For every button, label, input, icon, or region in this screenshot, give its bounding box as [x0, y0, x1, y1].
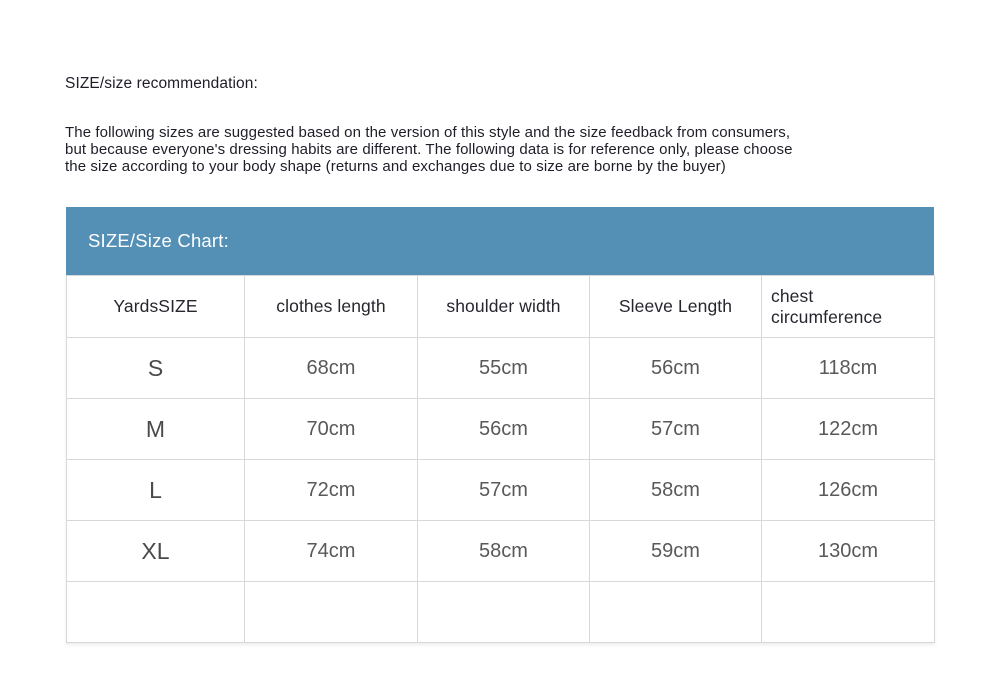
paragraph-line: but because everyone's dressing habits are different. The following data is for reference only, please choose — [65, 141, 793, 158]
size-chart-banner-label: SIZE/Size Chart: — [88, 230, 229, 251]
header-clothes-length: clothes length — [245, 276, 418, 338]
sleeve-length-cell: 57cm — [590, 399, 762, 460]
clothes-length-cell: 70cm — [245, 399, 418, 460]
header-shoulder-width: shoulder width — [418, 276, 590, 338]
size-chart-table — [66, 275, 935, 643]
shoulder-width-cell: 55cm — [418, 338, 590, 399]
chest-circumference-cell: 130cm — [762, 521, 935, 582]
paragraph-line: The following sizes are suggested based on the version of this style and the size feedback from consumers, — [65, 124, 791, 141]
size-chart-banner — [66, 207, 934, 275]
sleeve-length-cell — [590, 582, 762, 643]
sleeve-length-cell: 58cm — [590, 460, 762, 521]
size-label-cell: XL — [67, 521, 245, 582]
header-chest-circumference: chest circumference — [762, 276, 935, 338]
shoulder-width-cell — [418, 582, 590, 643]
table-row-s — [67, 338, 935, 399]
size-label-cell: L — [67, 460, 245, 521]
clothes-length-cell: 72cm — [245, 460, 418, 521]
chest-circumference-cell: 122cm — [762, 399, 935, 460]
clothes-length-cell — [245, 582, 418, 643]
chest-circumference-cell — [762, 582, 935, 643]
size-label-cell: M — [67, 399, 245, 460]
size-recommendation-paragraph — [65, 124, 955, 175]
header-yards-size: YardsSIZE — [67, 276, 245, 338]
sleeve-length-cell: 56cm — [590, 338, 762, 399]
table-row-empty — [67, 582, 935, 643]
table-row-m — [67, 399, 935, 460]
shoulder-width-cell: 57cm — [418, 460, 590, 521]
size-label-cell: S — [67, 338, 245, 399]
header-sleeve-length: Sleeve Length — [590, 276, 762, 338]
chest-circumference-cell: 118cm — [762, 338, 935, 399]
clothes-length-cell: 74cm — [245, 521, 418, 582]
shoulder-width-cell: 56cm — [418, 399, 590, 460]
page-title: SIZE/size recommendation: — [65, 75, 258, 92]
clothes-length-cell: 68cm — [245, 338, 418, 399]
sleeve-length-cell: 59cm — [590, 521, 762, 582]
chest-circumference-cell: 126cm — [762, 460, 935, 521]
table-row-xl — [67, 521, 935, 582]
size-label-cell — [67, 582, 245, 643]
table-header-row — [67, 276, 935, 338]
shoulder-width-cell: 58cm — [418, 521, 590, 582]
table-row-l — [67, 460, 935, 521]
paragraph-line: the size according to your body shape (returns and exchanges due to size are borne by the buyer) — [65, 158, 726, 175]
